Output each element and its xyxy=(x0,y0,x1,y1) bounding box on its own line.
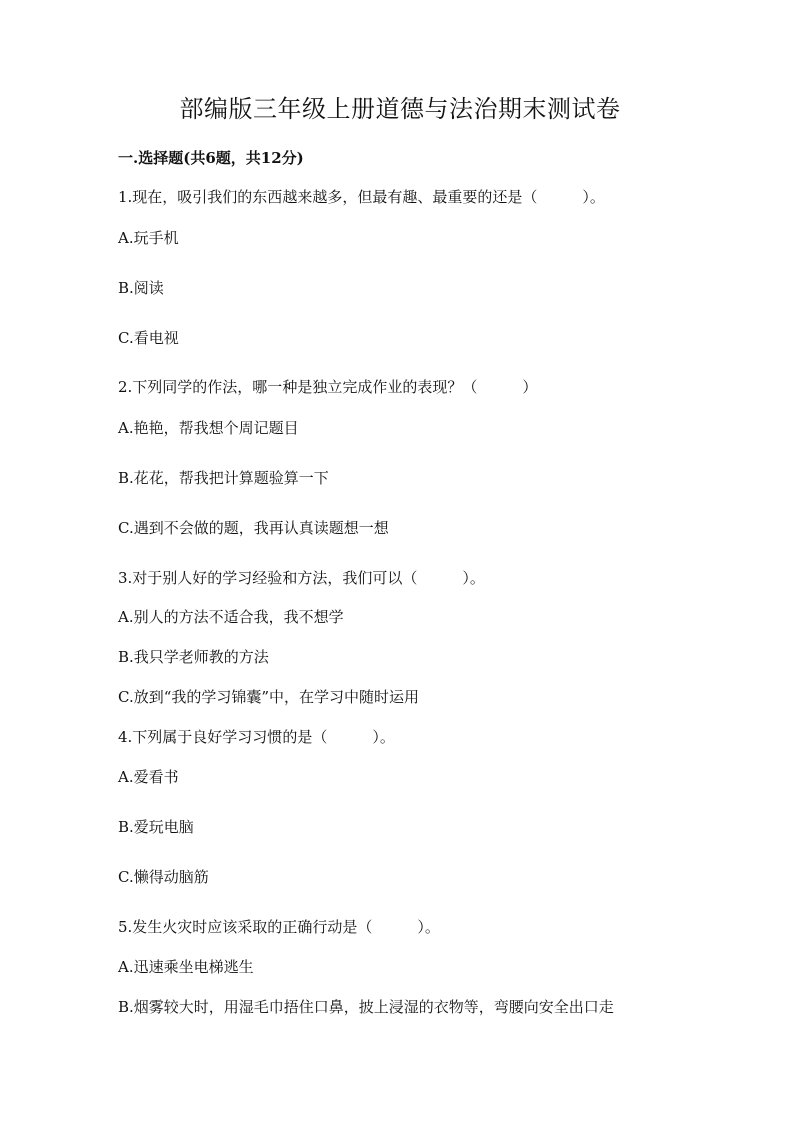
question-stem: 3.对于别人好的学习经验和方法，我们可以（ ）。 xyxy=(118,569,485,587)
answer-option: B.烟雾较大时，用湿毛巾捂住口鼻，披上浸湿的衣物等，弯腰向安全出口走 xyxy=(118,998,614,1016)
answer-option: A.玩手机 xyxy=(118,229,179,247)
answer-option: A.迅速乘坐电梯逃生 xyxy=(118,958,254,976)
question-stem: 5.发生火灾时应该采取的正确行动是（ ）。 xyxy=(118,918,440,936)
answer-option: C.看电视 xyxy=(118,329,179,347)
answer-option: B.阅读 xyxy=(118,279,164,297)
answer-option: C.放到“我的学习锦囊”中，在学习中随时运用 xyxy=(118,688,420,706)
answer-option: A.别人的方法不适合我，我不想学 xyxy=(118,608,344,626)
question-stem: 4.下列属于良好学习习惯的是（ ）。 xyxy=(118,728,395,746)
question-stem: 2.下列同学的作法，哪一种是独立完成作业的表现？（ ） xyxy=(118,378,538,396)
answer-option: A.艳艳，帮我想个周记题目 xyxy=(118,419,299,437)
answer-option: B.花花，帮我把计算题验算一下 xyxy=(118,469,329,487)
question-stem: 1.现在，吸引我们的东西越来越多，但最有趣、最重要的还是（ ）。 xyxy=(118,188,605,206)
page-title: 部编版三年级上册道德与法治期末测试卷 xyxy=(179,95,621,123)
answer-option: B.我只学老师教的方法 xyxy=(118,648,269,666)
answer-option: A.爱看书 xyxy=(118,768,179,786)
answer-option: C.遇到不会做的题，我再认真读题想一想 xyxy=(118,519,389,537)
answer-option: B.爱玩电脑 xyxy=(118,818,194,836)
section-heading: 一.选择题(共6题，共12分) xyxy=(118,149,304,167)
answer-option: C.懒得动脑筋 xyxy=(118,868,209,886)
